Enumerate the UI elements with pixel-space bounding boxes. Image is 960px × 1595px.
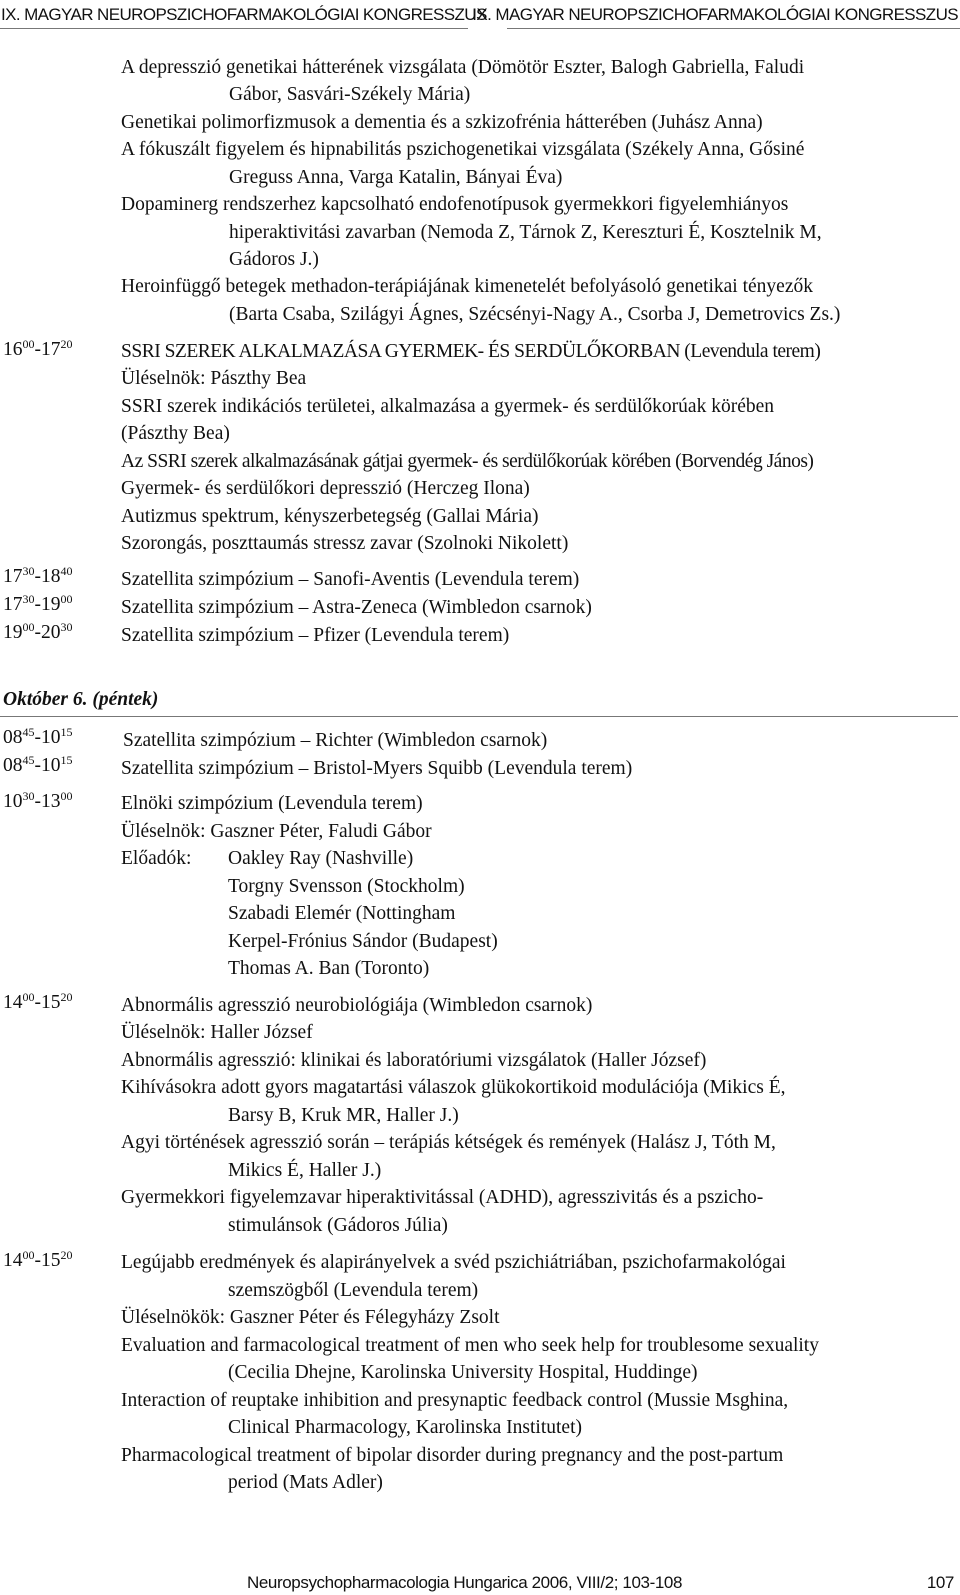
talk-line: SSRI szerek indikációs területei, alkalmazása a gyermek- és serdülőkorúak körében [121, 396, 775, 417]
speaker: Torgny Svensson (Stockholm) [228, 876, 465, 897]
time-slot: $14^{00}-15^{20}$ [3, 1248, 73, 1271]
talk-line: Abnormális agresszió: klinikai és laboratóriumi vizsgálatok (Haller József) [121, 1050, 707, 1071]
talk-line: Kihívásokra adott gyors magatartási válaszok glükokortikoid modulációja (Mikics É, [121, 1077, 786, 1098]
talk-line: Heroinfüggő betegek methadon-terápiájának kimenetelét befolyásoló genetikai tényezők [121, 276, 813, 297]
session-chair: Üléselnök: Pászthy Bea [121, 368, 307, 389]
session-title: SSRI SZEREK ALKALMAZÁSA GYERMEK- ÉS SERDÜLŐKORBAN (Levendula terem) [121, 341, 821, 362]
talk-line: Barsy B, Kruk MR, Haller J.) [228, 1105, 459, 1126]
speaker: Kerpel-Frónius Sándor (Budapest) [228, 931, 498, 952]
talk-line: period (Mats Adler) [228, 1472, 383, 1493]
session-chair: Üléselnök: Gaszner Péter, Faludi Gábor [121, 821, 432, 842]
talk-line: stimulánsok (Gádoros Júlia) [228, 1215, 448, 1236]
day-heading: Október 6. (péntek) [3, 689, 159, 710]
talk-line: Pharmacological treatment of bipolar disorder during pregnancy and the post-partum [121, 1445, 784, 1466]
talk-line: Clinical Pharmacology, Karolinska Institutet) [228, 1417, 582, 1438]
talk-line: (Barta Csaba, Szilágyi Ágnes, Szécsényi-Nagy A., Csorba J, Demetrovics Zs.) [229, 304, 841, 325]
talk-line: Szorongás, poszttaumás stressz zavar (Szolnoki Nikolett) [121, 533, 569, 554]
satellite-symposium: Szatellita szimpózium – Sanofi-Aventis (Levendula terem) [121, 569, 580, 590]
talk-line: Mikics É, Haller J.) [228, 1160, 382, 1181]
session-chair: Üléselnökök: Gaszner Péter és Félegyházy Zsolt [121, 1307, 500, 1328]
satellite-symposium: Szatellita szimpózium – Pfizer (Levendula terem) [121, 625, 510, 646]
talk-line: Evaluation and farmacological treatment of men who seek help for troublesome sexuality [121, 1335, 819, 1356]
running-header [0, 3, 960, 29]
satellite-symposium: Szatellita szimpózium – Richter (Wimbledon csarnok) [123, 730, 548, 751]
session-chair: Üléselnök: Haller József [121, 1022, 313, 1043]
talk-line: A fókuszált figyelem és hipnabilitás pszichogenetikai vizsgálata (Székely Anna, Gősiné [121, 139, 805, 160]
running-header-right: IX. MAGYAR NEUROPSZICHOFARMAKOLÓGIAI KONGRESSZUS [472, 5, 958, 24]
day-heading-rule [0, 716, 958, 717]
satellite-symposium: Szatellita szimpózium – Bristol-Myers Squibb (Levendula terem) [121, 758, 633, 779]
talk-line: hiperaktivitási zavarban (Nemoda Z, Tárnok Z, Kereszturi É, Kosztelnik M, [229, 222, 822, 243]
speaker: Oakley Ray (Nashville) [228, 848, 414, 869]
time-slot: $10^{30}-13^{00}$ [3, 789, 73, 812]
talk-line: Agyi történések agresszió során – terápiás kétségek és remények (Halász J, Tóth M, [121, 1132, 776, 1153]
talk-line: Autizmus spektrum, kényszerbetegség (Gallai Mária) [121, 506, 539, 527]
running-header-left: IX. MAGYAR NEUROPSZICHOFARMAKOLÓGIAI KONGRESSZUS [1, 5, 487, 24]
session-title: Legújabb eredmények és alapirányelvek a svéd pszichiátriában, pszichofarmakológai [121, 1252, 786, 1273]
talk-line: Gábor, Sasvári-Székely Mária) [229, 84, 471, 105]
speaker: Thomas A. Ban (Toronto) [228, 958, 430, 979]
talk-line: Greguss Anna, Varga Katalin, Bányai Éva) [229, 167, 563, 188]
talk-line: Gádoros J.) [229, 249, 319, 270]
time-slot: $08^{45}-10^{15}$ [3, 753, 73, 776]
time-slot: $17^{30}-19^{00}$ [3, 592, 73, 615]
time-slot: $14^{00}-15^{20}$ [3, 990, 73, 1013]
session-title: Elnöki szimpózium (Levendula terem) [121, 793, 423, 814]
speaker: Szabadi Elemér (Nottingham [228, 903, 456, 924]
session-title: szemszögből (Levendula terem) [228, 1280, 479, 1301]
satellite-symposium: Szatellita szimpózium – Astra-Zeneca (Wimbledon csarnok) [121, 597, 592, 618]
session-title: Abnormális agresszió neurobiológiája (Wimbledon csarnok) [121, 995, 593, 1016]
talk-line: Dopaminerg rendszerhez kapcsolható endofenotípusok gyermekkori figyelemhiányos [121, 194, 789, 215]
time-slot: $16^{00}-17^{20}$ [3, 337, 73, 360]
journal-citation: Neuropsychopharmacologia Hungarica 2006, VIII/2; 103-108 [247, 1573, 682, 1592]
page-footer [0, 1573, 960, 1595]
talk-line: (Pászthy Bea) [121, 423, 230, 444]
time-slot: $19^{00}-20^{30}$ [3, 620, 73, 643]
header-rule-left [0, 28, 468, 29]
time-slot: $08^{45}-10^{15}$ [3, 725, 73, 748]
talk-line: Genetikai polimorfizmusok a dementia és a szkizofrénia hátterében (Juhász Anna) [121, 112, 763, 133]
talk-line: (Cecilia Dhejne, Karolinska University Hospital, Huddinge) [228, 1362, 698, 1383]
talk-line: Gyermekkori figyelemzavar hiperaktivitással (ADHD), agresszivitás és a pszicho- [121, 1187, 764, 1208]
header-rule-right [507, 28, 960, 29]
talk-line: Gyermek- és serdülőkori depresszió (Herczeg Ilona) [121, 478, 530, 499]
time-slot: $17^{30}-18^{40}$ [3, 564, 73, 587]
talk-line: Az SSRI szerek alkalmazásának gátjai gyermek- és serdülőkorúak körében (Borvendég János) [121, 451, 814, 472]
speakers-label: Előadók: [121, 848, 192, 869]
talk-line: Interaction of reuptake inhibition and presynaptic feedback control (Mussie Msghina, [121, 1390, 789, 1411]
talk-line: A depresszió genetikai hátterének vizsgálata (Dömötör Eszter, Balogh Gabriella, Faludi [121, 57, 805, 78]
page-number: 107 [926, 1573, 954, 1592]
